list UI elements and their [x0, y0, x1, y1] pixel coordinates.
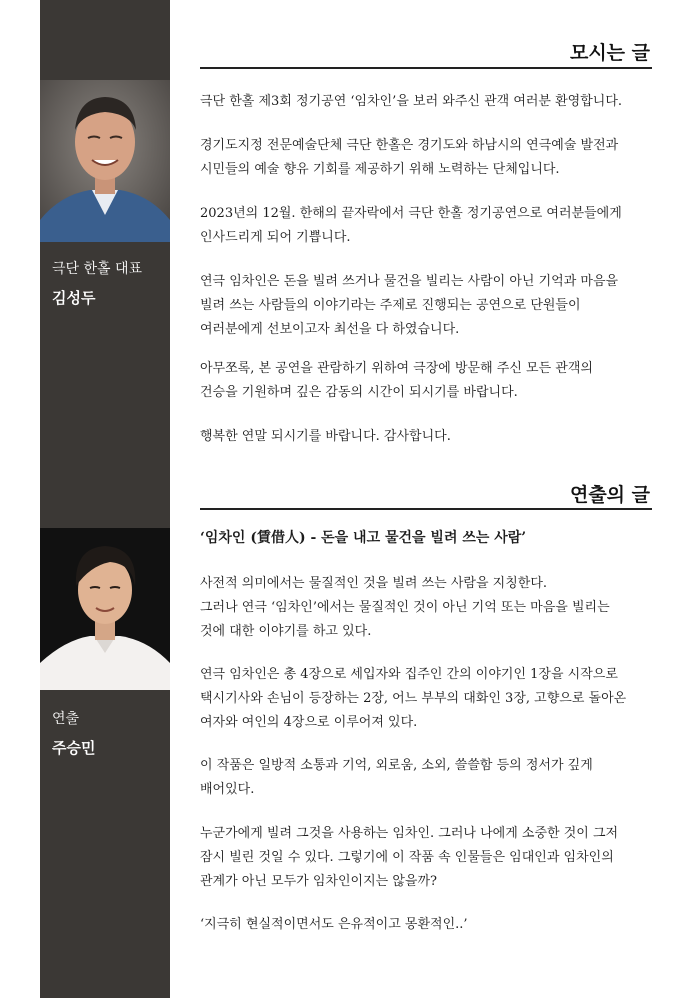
- representative-photo: [40, 80, 170, 242]
- greeting-paragraph: 극단 한홀 제3회 정기공연 ‘임차인’을 보러 와주신 관객 여러분 환영합니다.: [200, 94, 623, 109]
- director-paragraph: 연극 임차인은 총 4장으로 세입자와 집주인 간의 이야기인 1장을 시작으로 택시기사와 손님이 등장하는 2장, 어느 부부의 대화인 3장, 고향으로 돌아온 여자와 여인의 4장으로 이루어져 있다.: [200, 667, 627, 730]
- representative-role: 극단 한홀 대표: [52, 261, 143, 277]
- greeting-paragraph: 2023년의 12월. 한해의 끝자락에서 극단 한홀 정기공연으로 여러분들에게 인사드리게 되어 기쁩니다.: [200, 206, 622, 245]
- greeting-paragraph: 행복한 연말 되시기를 바랍니다. 감사합니다.: [200, 429, 451, 444]
- representative-name: 김성두: [52, 289, 96, 307]
- greeting-paragraph: 아무쪼록, 본 공연을 관람하기 위하여 극장에 방문해 주신 모든 관객의 건승을 기원하며 깊은 감동의 시간이 되시기를 바랍니다.: [200, 361, 593, 400]
- director-paragraph: 누군가에게 빌려 그것을 사용하는 임차인. 그러나 나에게 소중한 것이 그저 잠시 빌린 것일 수 있다. 그렇기에 이 작품 속 인물들은 임대인과 임차인의 관계가 아닌 모두가 임차인이지는 않을까?: [200, 826, 619, 889]
- director-photo: [40, 528, 170, 690]
- director-name: 주승민: [52, 739, 96, 757]
- greeting-paragraph: 연극 임차인은 돈을 빌려 쓰거나 물건을 빌리는 사람이 아닌 기억과 마음을 빌려 쓰는 사람들의 이야기라는 주제로 진행되는 공연으로 단원들이 여러분에게 선보이고자 최선을 다 하였습니다.: [200, 274, 619, 337]
- director-paragraph: 사전적 의미에서는 물질적인 것을 빌려 쓰는 사람을 지칭한다. 그러나 연극 ‘임차인’에서는 물질적인 것이 아닌 기억 또는 마음을 빌리는 것에 대한 이야기를 하고 있다.: [200, 576, 610, 639]
- director-divider: [200, 508, 652, 510]
- director-role: 연출: [52, 711, 80, 727]
- director-paragraph: ‘지극히 현실적이면서도 은유적이고 몽환적인..’: [200, 917, 468, 932]
- director-paragraph: 이 작품은 일방적 소통과 기억, 외로움, 소외, 쓸쓸함 등의 정서가 깊게 배어있다.: [200, 758, 593, 797]
- greeting-paragraph: 경기도지정 전문예술단체 극단 한홀은 경기도와 하남시의 연극예술 발전과 시민들의 예술 향유 기회를 제공하기 위해 노력하는 단체입니다.: [200, 138, 619, 177]
- director-subtitle: ‘임차인 (賃借人) - 돈을 내고 물건을 빌려 쓰는 사람’: [200, 530, 527, 546]
- greeting-heading: 모시는 글: [569, 42, 650, 64]
- greeting-divider: [200, 67, 652, 69]
- director-heading: 연출의 글: [569, 484, 650, 506]
